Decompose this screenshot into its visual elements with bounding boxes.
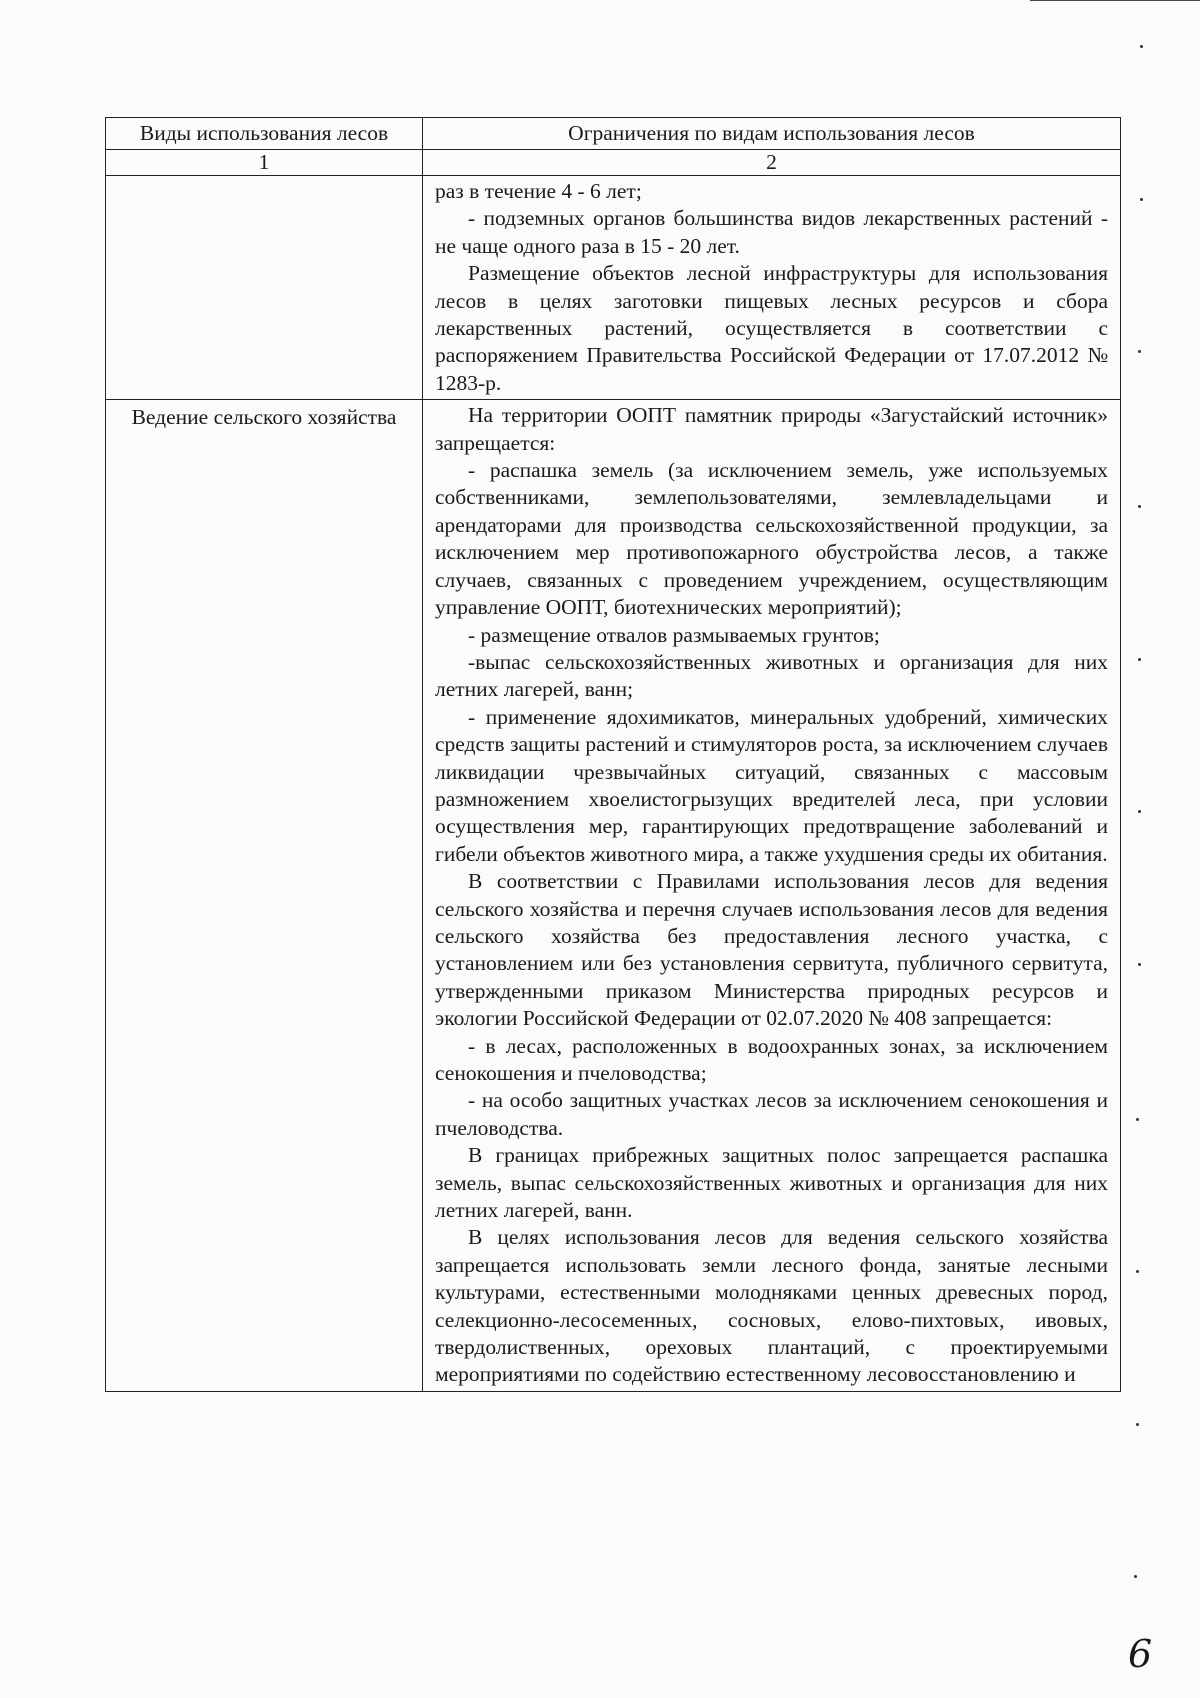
scan-edge-line [1030,0,1200,1]
table-header-row [106,118,1121,150]
restriction-paragraph: В целях использования лесов для ведения сельского хозяйства запрещается использовать земли лесного фонда, занятые лесными культурами, естественными молодняками ценных древесных пород, селекционно-лесосеменных, сосновых, елово-пихтовых, ивовых, твердолиственных, ореховых плантаций, с проектируемыми мероприятиями по содействию естественному лесовосстановлению и [435,1225,1108,1387]
scan-speck [1138,505,1141,508]
scan-speck [1138,810,1141,813]
scan-speck [1138,963,1141,966]
scan-speck [1136,1423,1139,1426]
forest-use-type-cell [106,176,423,400]
table-row [106,400,1121,1392]
restriction-paragraph: - подземных органов большинства видов лекарственных растений - не чаще одного раза в 15 - 20 лет. [435,206,1108,258]
scan-speck [1138,350,1141,353]
restriction-paragraph: раз в течение 4 - 6 лет; [435,179,642,203]
restriction-paragraph: - распашка земель (за исключением земель, уже используемых собственниками, землепользователями, землевладельцами и арендаторами для производства сельскохозяйственной продукции, за исключением мер противопожарного обустройства лесов, а также случаев, связанных с проведением учреждением, осуществляющим управление ООПТ, биотехнических мероприятий); [435,458,1108,620]
restriction-paragraph: В границах прибрежных защитных полос запрещается распашка земель, выпас сельскохозяйственных животных и организация для них летних лагерей, ванн. [435,1143,1108,1223]
column-number-row [106,150,1121,176]
restriction-paragraph: - размещение отвалов размываемых грунтов; [468,622,880,647]
restriction-paragraph: В соответствии с Правилами использования лесов для ведения сельского хозяйства и перечня случаев использования лесов для ведения сельского хозяйства без предоставления лесного участка, с установлением или без установления сервитута, публичного сервитута, утвержденными приказом Министерства природных ресурсов и экологии Российской Федерации от 02.07.2020 № 408 запрещается: [435,869,1108,1031]
restriction-paragraph: -выпас сельскохозяйственных животных и организация для них летних лагерей, ванн; [435,649,1108,702]
header-forest-use-types: Виды использования лесов [106,118,423,150]
restriction-paragraph: - на особо защитных участках лесов за исключением сенокошения и пчеловодства. [435,1088,1108,1140]
restrictions-cell [423,400,1121,1392]
scan-speck [1136,1118,1139,1121]
restrictions-cell [423,176,1121,400]
scan-speck [1140,198,1143,201]
forest-use-type-cell: Ведение сельского хозяйства [106,400,423,1392]
page-number: 6 [1128,1632,1153,1676]
restriction-paragraph: - в лесах, расположенных в водоохранных зонах, за исключением сенокошения и пчеловодства; [435,1033,1108,1085]
scan-speck [1138,658,1141,661]
restriction-paragraph: Размещение объектов лесной инфраструктуры для использования лесов в целях заготовки пищевых лесных ресурсов и сбора лекарственных растений, осуществляется в соответствии с распоряжением Правительства Российской Федерации от 17.07.2012 № 1283-р. [435,261,1108,395]
column-number-2: 2 [423,150,1121,176]
scan-speck [1136,1270,1139,1273]
header-restrictions: Ограничения по видам использования лесов [423,118,1121,150]
scan-speck [1140,45,1143,48]
table-row [106,176,1121,400]
scan-speck [1134,1575,1137,1578]
restriction-paragraph: - применение ядохимикатов, минеральных удобрений, химических средств защиты растений и стимуляторов роста, за исключением случаев ликвидации чрезвычайных ситуаций, связанных с массовым размножением хвоелистогрызущих вредителей леса, при условии осуществления мер, гарантирующих предотвращение заболеваний и гибели объектов животного мира, а также ухудшения среды их обитания. [435,704,1108,866]
restriction-paragraph: На территории ООПТ памятник природы «Загустайский источник» запрещается: [435,403,1108,455]
forest-use-restrictions-table [105,117,1121,1392]
column-number-1: 1 [106,150,423,176]
